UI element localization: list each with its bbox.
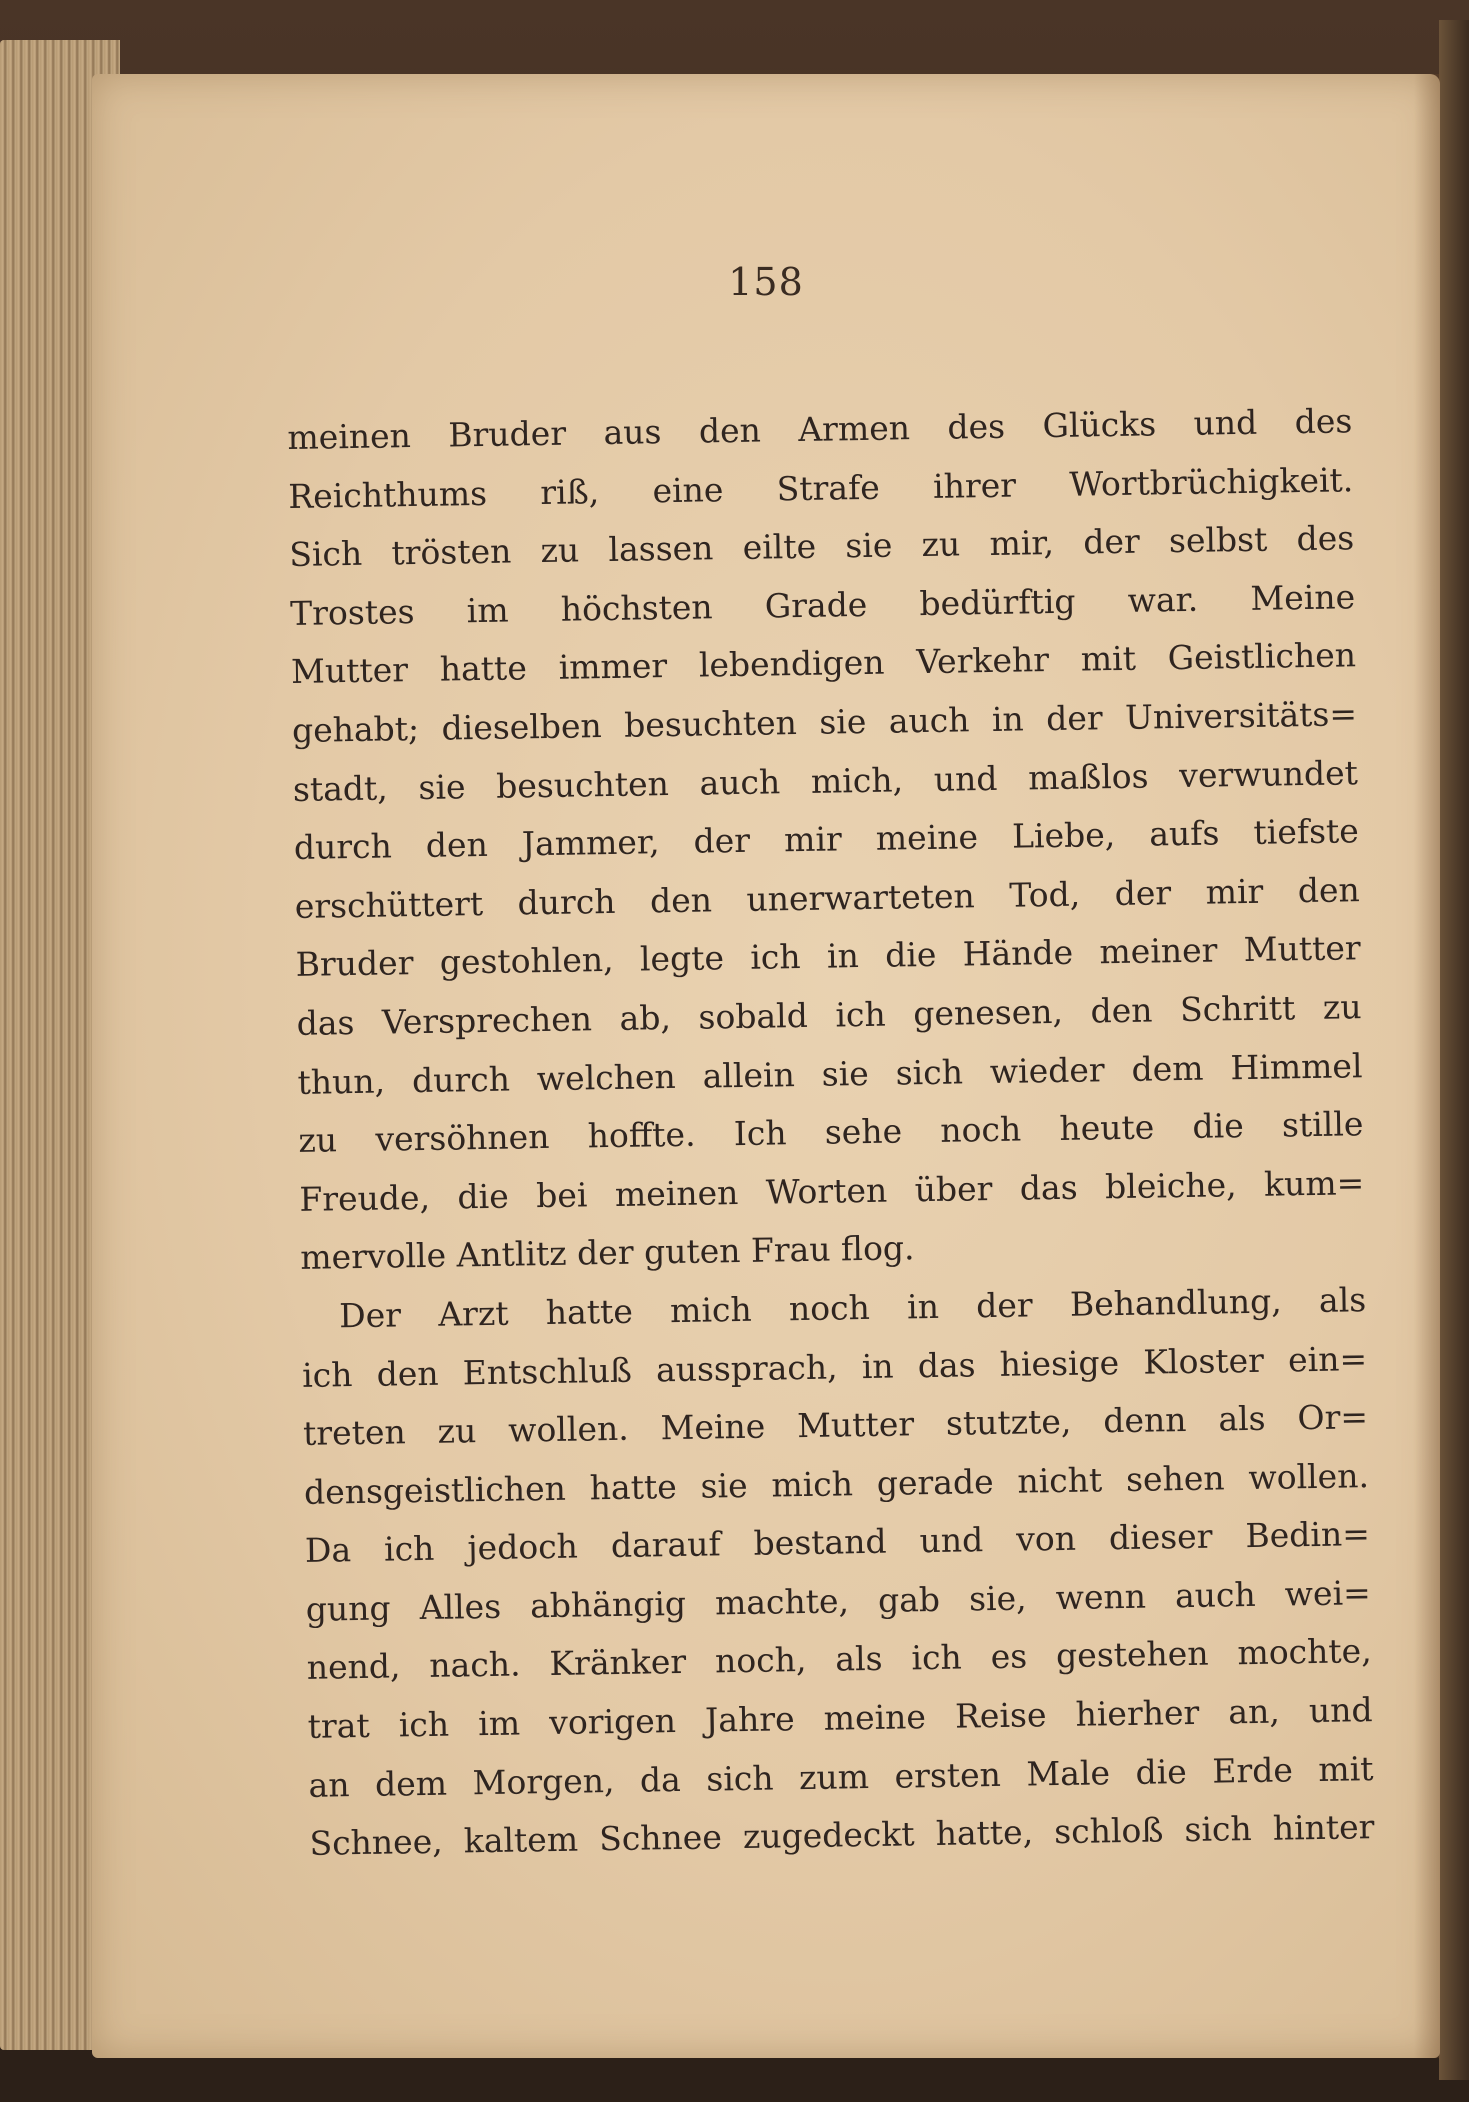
text-line: gung Alles abhängig machte, gab sie, wenn auch wei=	[305, 1573, 1372, 1629]
text-line: thun, durch welchen allein sie sich wieder dem Himmel	[297, 1045, 1363, 1102]
text-line: das Versprechen ab, sobald ich genesen, den Schritt zu	[296, 987, 1362, 1043]
text-line: trat ich im vorigen Jahre meine Reise hierher an, und	[307, 1690, 1373, 1746]
text-line: meinen Bruder aus den Armen des Glücks und des	[287, 401, 1353, 457]
text-line: zu versöhnen hoffte. Ich sehe noch heute die stille	[298, 1104, 1364, 1161]
text-line: Trostes im höchsten Grade bedürftig war. Meine	[289, 577, 1356, 633]
text-line: nend, nach. Kränker noch, als ich es gestehen mochte,	[306, 1631, 1372, 1688]
page-number: 158	[728, 260, 804, 304]
text-line: erschüttert durch den unerwarteten Tod, der mir den	[294, 869, 1360, 926]
text-line: densgeistlichen hatte sie mich gerade nicht sehen wollen.	[303, 1455, 1370, 1512]
text-line: gehabt; dieselben besuchten sie auch in der Universitäts=	[291, 694, 1358, 750]
text-line: Freude, die bei meinen Worten über das bleiche, kum=	[299, 1162, 1365, 1219]
text-line: Sich trösten zu lassen eilte sie zu mir, der selbst des	[288, 518, 1355, 575]
text-line: mervolle Antlitz der guten Frau flog.	[300, 1228, 915, 1278]
text-line: Da ich jedoch darauf bestand und von dieser Bedin=	[304, 1514, 1371, 1571]
text-line: Mutter hatte immer lebendigen Verkehr mit Geistlichen	[290, 635, 1357, 692]
body-text	[287, 392, 1375, 1873]
book-page	[92, 74, 1440, 2058]
text-line: Der Arzt hatte mich noch in der Behandlung, als	[338, 1280, 1367, 1336]
text-line: Bruder gestohlen, legte ich in die Hände meiner Mutter	[295, 928, 1361, 985]
text-line: an dem Morgen, da sich zum ersten Male die Erde mit	[308, 1748, 1374, 1805]
text-line: stadt, sie besuchten auch mich, und maßlos verwundet	[292, 752, 1359, 809]
book-binding	[1439, 20, 1469, 2080]
text-line: treten zu wollen. Meine Mutter stutzte, denn als Or=	[302, 1397, 1369, 1453]
text-line: durch den Jammer, der mir meine Liebe, aufs tiefste	[293, 811, 1360, 868]
text-line: Schnee, kaltem Schnee zugedeckt hatte, schloß sich hinter	[309, 1807, 1375, 1864]
text-line: ich den Entschluß aussprach, in das hiesige Kloster ein=	[301, 1338, 1368, 1395]
text-line: Reichthums riß, eine Strafe ihrer Wortbrüchigkeit.	[288, 459, 1354, 516]
